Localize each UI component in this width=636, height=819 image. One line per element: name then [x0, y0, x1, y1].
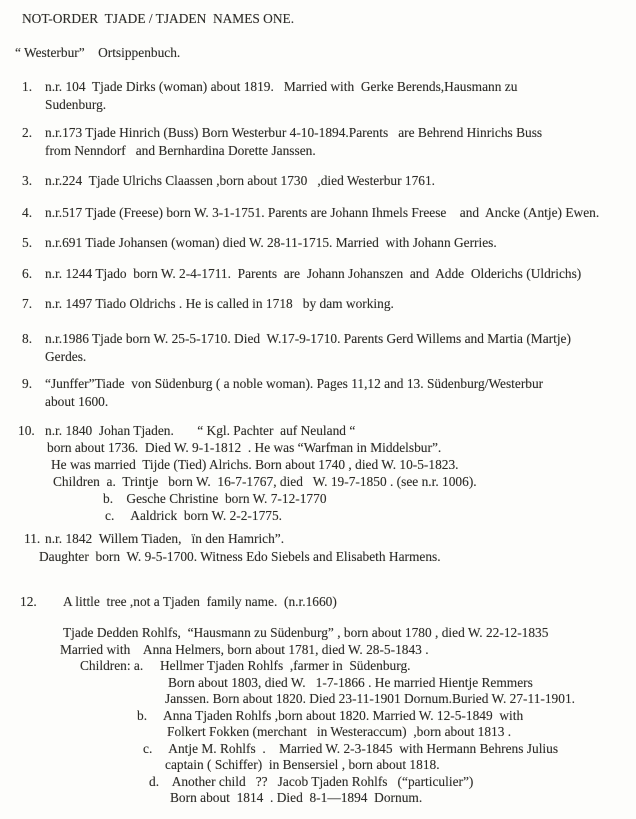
entry-line: “Junffer”Tiade von Südenburg ( a noble woman). Pages 11,12 and 13. Südenburg/Westerbur [45, 376, 544, 391]
entry-3 [0, 172, 636, 190]
entry-line: Daughter born W. 9-5-1700. Witness Edo Siebels and Elisabeth Harmens. [39, 549, 441, 564]
tree-line: Married with Anna Helmers, born about 1781, died W. 28-5-1843 . [60, 641, 429, 657]
entry-line: from Nenndorf and Bernhardina Dorette Janssen. [45, 143, 316, 158]
entry-line: n.r. 1497 Tiado Oldrichs . He is called in 1718 by dam working. [45, 296, 394, 311]
tree-line: Folkert Fokken (merchant in Westeraccum) ,born about 1813 . [167, 724, 512, 739]
entry-1 [0, 78, 636, 114]
entry-line: n.r. 1840 Johan Tjaden. “ Kgl. Pachter auf Neuland “ [45, 423, 356, 438]
entry-line: n.r.224 Tjade Ulrichs Claassen ,born about 1730 ,died Westerbur 1761. [45, 173, 436, 188]
entry-number: 2. [22, 125, 33, 140]
entry-11 [0, 530, 636, 566]
entry-7 [0, 295, 636, 313]
entry-12 [0, 593, 636, 611]
entry-number: 6. [22, 266, 33, 281]
entry-number: 8. [22, 331, 33, 346]
tree-line: b. Anna Tjaden Rohlfs ,born about 1820. Married W. 12-5-1849 with [137, 707, 524, 723]
entry-line: n.r.1986 Tjade born W. 25-5-1710. Died W.17-9-1710. Parents Gerd Willems and Martia (Martje) [45, 331, 571, 346]
entry-number: 4. [22, 205, 33, 220]
tree-line: Born about 1803, died W. 1-7-1866 . He married Hientje Remmers [168, 674, 533, 690]
tree-line: c. Antje M. Rohlfs . Married W. 2-3-1845 with Hermann Behrens Julius [143, 740, 559, 756]
entry-line: n.r. 1244 Tjado born W. 2-4-1711. Parents are Johann Johanszen and Adde Olderichs (Uldrichs) [45, 266, 582, 281]
entry-number: 9. [22, 376, 33, 391]
entry-line: A little tree ,not a Tjaden family name. (n.r.1660) [63, 594, 337, 609]
entry-8 [0, 330, 636, 366]
entry-number: 7. [22, 296, 33, 311]
entry-line: Sudenburg. [45, 97, 107, 112]
entry-2 [0, 124, 636, 160]
entry-line: about 1600. [45, 394, 109, 409]
entry-line: n.r.173 Tjade Hinrich (Buss) Born Westerbur 4-10-1894.Parents are Behrend Hinrichs Buss [45, 125, 543, 140]
entry-number: 10. [18, 423, 35, 438]
entry-10 [0, 422, 636, 524]
entry-line: n.r.691 Tiade Johansen (woman) died W. 28-11-1715. Married with Johann Gerries. [45, 235, 497, 250]
entry-number: 11. [24, 531, 41, 546]
entry-number: 1. [22, 79, 33, 94]
entry-line: born about 1736. Died W. 9-1-1812 . He was “Warfman in Middelsbur”. [47, 440, 442, 455]
tree-line: d. Another child ?? Jacob Tjaden Rohlfs (“particulier”) [149, 773, 474, 789]
entry-number: 3. [22, 173, 33, 188]
doc-subtitle: “ Westerbur” Ortsippenbuch. [15, 45, 181, 60]
entry-line: Gerdes. [45, 349, 87, 364]
entry-6 [0, 265, 636, 283]
tree-paragraph [0, 625, 636, 807]
entry-number: 12. [20, 594, 37, 609]
entry-line: Children a. Trintje born W. 16-7-1767, died W. 19-7-1850 . (see n.r. 1006). [53, 474, 477, 489]
tree-line: Born about 1814 . Died 8-1—1894 Dornum. [170, 790, 423, 805]
tree-line: Tjade Dedden Rohlfs, “Hausmann zu Südenburg” , born about 1780 , died W. 22-12-1835 [63, 625, 549, 640]
tree-line: Janssen. Born about 1820. Died 23-11-1901 Dornum.Buried W. 27-11-1901. [165, 691, 575, 706]
tree-line: Children: a. Hellmer Tjaden Rohlfs ,farmer in Südenburg. [80, 658, 411, 673]
entry-line: n.r.517 Tjade (Freese) born W. 3-1-1751. Parents are Johann Ihmels Freese and Ancke (Antje) Ewen. [45, 205, 600, 220]
tree-line: captain ( Schiffer) in Bensersiel , born about 1818. [165, 757, 440, 772]
entry-9 [0, 375, 636, 411]
entry-line: He was married Tijde (Tied) Alrichs. Born about 1740 , died W. 10-5-1823. [51, 457, 459, 472]
entry-number: 5. [22, 235, 33, 250]
entry-line: c. Aaldrick born W. 2-2-1775. [105, 508, 283, 523]
entry-5 [0, 234, 636, 252]
doc-title: NOT-ORDER TJADE / TJADEN NAMES ONE. [22, 11, 295, 26]
entry-line: n.r. 104 Tjade Dirks (woman) about 1819. Married with Gerke Berends,Hausmann zu [45, 79, 518, 94]
entry-line: n.r. 1842 Willem Tiaden, ïn den Hamrich”. [45, 531, 285, 546]
entry-line: b. Gesche Christine born W. 7-12-1770 [103, 491, 327, 506]
entry-4 [0, 204, 636, 222]
